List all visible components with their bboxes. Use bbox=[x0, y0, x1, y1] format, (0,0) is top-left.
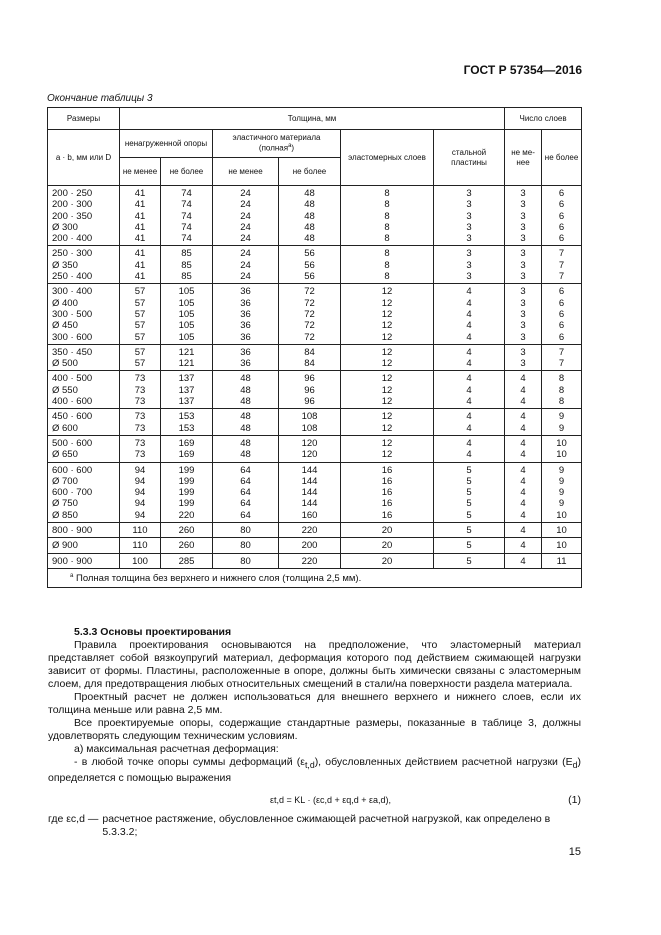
value-cell: 56 56 56 bbox=[279, 246, 341, 284]
value-cell: 4 bbox=[505, 523, 542, 538]
header-unloaded-max: не более bbox=[161, 158, 213, 186]
table-row-group bbox=[48, 523, 582, 538]
value-cell: 73 73 bbox=[120, 409, 161, 436]
value-cell: 3 3 3 bbox=[505, 246, 542, 284]
value-cell: 220 bbox=[279, 553, 341, 568]
value-cell: 220 bbox=[279, 523, 341, 538]
size-cell: Ø 900 bbox=[48, 538, 120, 553]
value-cell: 4 4 bbox=[434, 435, 505, 462]
header-unloaded-min: не менее bbox=[120, 158, 161, 186]
value-cell: 80 bbox=[213, 523, 279, 538]
value-cell: 105 105 105 105 105 bbox=[161, 284, 213, 344]
value-cell: 74 74 74 74 74 bbox=[161, 186, 213, 246]
table-row-group bbox=[48, 462, 582, 522]
value-cell: 5 bbox=[434, 553, 505, 568]
value-cell: 5 bbox=[434, 538, 505, 553]
formula-1 bbox=[48, 789, 581, 813]
table-row-group bbox=[48, 409, 582, 436]
value-cell: 5 bbox=[434, 523, 505, 538]
value-cell: 36 36 bbox=[213, 344, 279, 371]
value-cell: 41 41 41 41 41 bbox=[120, 186, 161, 246]
header-layer-count: Число слоев bbox=[505, 108, 582, 130]
size-cell: 400 · 500 Ø 550 400 · 600 bbox=[48, 371, 120, 409]
value-cell: 285 bbox=[161, 553, 213, 568]
value-cell: 24 24 24 bbox=[213, 246, 279, 284]
value-cell: 4 4 4 4 4 bbox=[434, 284, 505, 344]
value-cell: 3 3 3 bbox=[434, 246, 505, 284]
table-row-group bbox=[48, 553, 582, 568]
value-cell: 3 3 3 3 3 bbox=[505, 284, 542, 344]
value-cell: 12 12 bbox=[341, 435, 434, 462]
value-cell: 110 bbox=[120, 523, 161, 538]
value-cell: 57 57 bbox=[120, 344, 161, 371]
value-cell: 153 153 bbox=[161, 409, 213, 436]
value-cell: 169 169 bbox=[161, 435, 213, 462]
value-cell: 57 57 57 57 57 bbox=[120, 284, 161, 344]
header-elastomer-layers: эластомерных слоев bbox=[341, 130, 434, 186]
header-sizes: Размеры bbox=[48, 108, 120, 130]
value-cell: 4 4 bbox=[434, 409, 505, 436]
value-cell: 120 120 bbox=[279, 435, 341, 462]
paragraph-conditions: Все проектируемые опоры, содержащие стандартные размеры, показанные в таблице 3, должны удовлетворять следующим техническим условиям. bbox=[48, 717, 581, 742]
value-cell: 5 5 5 5 5 bbox=[434, 462, 505, 522]
header-layers-max: не более bbox=[542, 130, 582, 186]
value-cell: 4 4 4 bbox=[434, 371, 505, 409]
table-row-group bbox=[48, 344, 582, 371]
table-row-group bbox=[48, 538, 582, 553]
size-cell: 250 · 300 Ø 350 250 · 400 bbox=[48, 246, 120, 284]
value-cell: 260 bbox=[161, 523, 213, 538]
bearing-specification-table bbox=[47, 107, 582, 588]
value-cell: 12 12 12 bbox=[341, 371, 434, 409]
value-cell: 85 85 85 bbox=[161, 246, 213, 284]
value-cell: 20 bbox=[341, 523, 434, 538]
paragraph-outer-layers: Проектный расчет не должен использоваться для внешнего верхнего и нижнего слоев, если их толщина меньше или равна 2,5 мм. bbox=[48, 691, 581, 716]
value-cell: 48 48 bbox=[213, 409, 279, 436]
value-cell: 110 bbox=[120, 538, 161, 553]
value-cell: 72 72 72 72 72 bbox=[279, 284, 341, 344]
value-cell: 4 4 bbox=[434, 344, 505, 371]
value-cell: 7 7 7 bbox=[542, 246, 582, 284]
table-row-group bbox=[48, 246, 582, 284]
table-row-group bbox=[48, 435, 582, 462]
value-cell: 12 12 bbox=[341, 344, 434, 371]
value-cell: 9 9 bbox=[542, 409, 582, 436]
table-row-group bbox=[48, 371, 582, 409]
value-cell: 94 94 94 94 94 bbox=[120, 462, 161, 522]
header-dimensions: а · b, мм или D bbox=[48, 130, 120, 186]
size-cell: 800 · 900 bbox=[48, 523, 120, 538]
value-cell: 41 41 41 bbox=[120, 246, 161, 284]
value-cell: 8 8 8 8 8 bbox=[341, 186, 434, 246]
value-cell: 73 73 bbox=[120, 435, 161, 462]
formula-expression: εt,d = KL · (εc,d + εq,d + εa,d), bbox=[270, 795, 392, 806]
value-cell: 20 bbox=[341, 553, 434, 568]
value-cell: 48 48 48 bbox=[213, 371, 279, 409]
value-cell: 121 121 bbox=[161, 344, 213, 371]
size-cell: 200 · 250 200 · 300 200 · 350 Ø 300 200 · 400 bbox=[48, 186, 120, 246]
value-cell: 4 4 4 4 4 bbox=[505, 462, 542, 522]
value-cell: 6 6 6 6 6 bbox=[542, 284, 582, 344]
value-cell: 24 24 24 24 24 bbox=[213, 186, 279, 246]
value-cell: 4 4 bbox=[505, 435, 542, 462]
size-cell: 900 · 900 bbox=[48, 553, 120, 568]
value-cell: 12 12 bbox=[341, 409, 434, 436]
value-cell: 199 199 199 199 220 bbox=[161, 462, 213, 522]
value-cell: 8 8 8 bbox=[341, 246, 434, 284]
value-cell: 4 bbox=[505, 538, 542, 553]
table-row-group bbox=[48, 186, 582, 246]
value-cell: 7 7 bbox=[542, 344, 582, 371]
value-cell: 64 64 64 64 64 bbox=[213, 462, 279, 522]
value-cell: 144 144 144 144 160 bbox=[279, 462, 341, 522]
document-standard-number: ГОСТ Р 57354—2016 bbox=[463, 63, 582, 77]
value-cell: 9 9 9 9 10 bbox=[542, 462, 582, 522]
size-cell: 350 · 450 Ø 500 bbox=[48, 344, 120, 371]
value-cell: 8 8 8 bbox=[542, 371, 582, 409]
value-cell: 16 16 16 16 16 bbox=[341, 462, 434, 522]
value-cell: 84 84 bbox=[279, 344, 341, 371]
header-elastic-max: не более bbox=[279, 158, 341, 186]
value-cell: 12 12 12 12 12 bbox=[341, 284, 434, 344]
value-cell: 4 4 bbox=[505, 409, 542, 436]
header-steel-plate: стальной пластины bbox=[434, 130, 505, 186]
table-caption: Окончание таблицы 3 bbox=[47, 93, 153, 104]
value-cell: 10 10 bbox=[542, 435, 582, 462]
definition-text: расчетное растяжение, обусловленное сжимающей расчетной нагрузкой, как определено в 5.3.3.2; bbox=[102, 813, 551, 839]
value-cell: 100 bbox=[120, 553, 161, 568]
size-cell: 500 · 600 Ø 650 bbox=[48, 435, 120, 462]
paragraph-deformation-sum: - в любой точке опоры суммы деформаций $(\varepsilon_{t,d})$, обусловленных действием расчетной нагрузки $(E_d)$ определяется с помощью выражения bbox=[48, 756, 581, 785]
header-elastic-min: не менее bbox=[213, 158, 279, 186]
page-number: 15 bbox=[568, 846, 581, 858]
table-footnote: $^а$ Полная толщина без верхнего и нижнего слоя (толщина 2,5 мм). bbox=[48, 568, 582, 587]
value-cell: 48 48 bbox=[213, 435, 279, 462]
value-cell: 4 bbox=[505, 553, 542, 568]
value-cell: 36 36 36 36 36 bbox=[213, 284, 279, 344]
header-thickness: Толщина, мм bbox=[120, 108, 505, 130]
value-cell: 137 137 137 bbox=[161, 371, 213, 409]
value-cell: 20 bbox=[341, 538, 434, 553]
value-cell: 80 bbox=[213, 553, 279, 568]
body-text bbox=[48, 626, 581, 839]
table-row-group bbox=[48, 284, 582, 344]
value-cell: 6 6 6 6 6 bbox=[542, 186, 582, 246]
value-cell: 3 3 3 3 3 bbox=[434, 186, 505, 246]
value-cell: 80 bbox=[213, 538, 279, 553]
value-cell: 73 73 73 bbox=[120, 371, 161, 409]
value-cell: 3 3 bbox=[505, 344, 542, 371]
formula-number: (1) bbox=[568, 794, 581, 807]
size-cell: 300 · 400 Ø 400 300 · 500 Ø 450 300 · 600 bbox=[48, 284, 120, 344]
paragraph-design-rules: Правила проектирования основываются на предположение, что эластомерный материал представляет собой вязкоупругий материал, деформация которого под действием сжимающей нагрузки зависит от формы. Пластины, расположенные в опоре, должны быть химически связаны с эластомерным слоем, для предотвращения любых относительных смещений в стали/на поверхности раздела материала. bbox=[48, 639, 581, 690]
value-cell: 260 bbox=[161, 538, 213, 553]
value-cell: 200 bbox=[279, 538, 341, 553]
value-cell: 11 bbox=[542, 553, 582, 568]
value-cell: 4 4 4 bbox=[505, 371, 542, 409]
value-cell: 48 48 48 48 48 bbox=[279, 186, 341, 246]
paragraph-max-deformation: а) максимальная расчетная деформация: bbox=[74, 743, 279, 755]
header-elastic-material: эластичного материала (полная$^а$) bbox=[213, 130, 341, 158]
value-cell: 3 3 3 3 3 bbox=[505, 186, 542, 246]
size-cell: 600 · 600 Ø 700 600 · 700 Ø 750 Ø 850 bbox=[48, 462, 120, 522]
header-layers-min: не ме- нее bbox=[505, 130, 542, 186]
value-cell: 96 96 96 bbox=[279, 371, 341, 409]
value-cell: 108 108 bbox=[279, 409, 341, 436]
table-body bbox=[48, 186, 582, 569]
formula-definition bbox=[48, 813, 581, 839]
size-cell: 450 · 600 Ø 600 bbox=[48, 409, 120, 436]
header-unloaded-bearing: ненагруженной опоры bbox=[120, 130, 213, 158]
section-title: 5.3.3 Основы проектирования bbox=[74, 626, 232, 638]
value-cell: 10 bbox=[542, 538, 582, 553]
value-cell: 10 bbox=[542, 523, 582, 538]
definition-term: где εc,d — bbox=[48, 813, 99, 826]
